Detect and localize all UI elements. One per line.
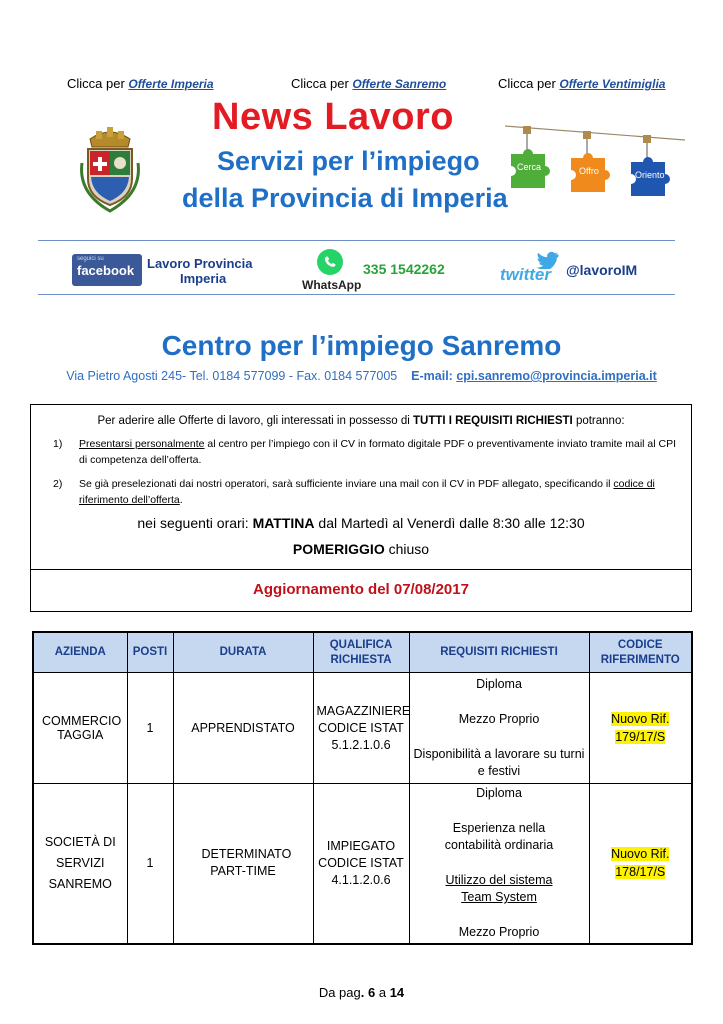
offerte-ventimiglia-link[interactable]: Offerte Ventimiglia [559, 77, 666, 91]
facebook-small-text: seguici su [77, 256, 104, 262]
header-qualifica: QUALIFICA RICHIESTA [313, 632, 409, 673]
divider-top [38, 240, 675, 241]
cell-qualifica [313, 673, 409, 784]
orari-pomeriggio [31, 541, 691, 557]
link-offerte-ventimiglia[interactable] [498, 76, 665, 91]
requisito: Disponibilità a lavorare su turni e festivi [413, 747, 585, 778]
cell-codice [589, 784, 692, 944]
aggiornamento-date: Aggiornamento del 07/08/2017 [253, 581, 469, 598]
requisito: Esperienza nella contabilità ordinaria [444, 821, 554, 853]
province-crest-icon [78, 123, 142, 213]
cell-codice [589, 673, 692, 784]
pomeriggio-text: chiuso [384, 541, 430, 557]
twitter-handle[interactable]: @lavoroIM [566, 262, 638, 278]
item1-underlined: Presentarsi personalmente [79, 438, 205, 450]
news-lavoro-title: News Lavoro [212, 96, 455, 138]
codice-label: Nuovo Rif. [611, 712, 670, 726]
requisito: Mezzo Proprio [458, 712, 540, 726]
header-posti: POSTI [127, 632, 173, 673]
requisito: Diploma [476, 786, 522, 801]
whatsapp-icon[interactable] [316, 248, 344, 276]
puzzle-label-cerca: Cerca [517, 162, 542, 172]
cell-posti: 1 [127, 673, 173, 784]
email-link[interactable]: cpi.sanremo@provincia.imperia.it [456, 369, 657, 383]
codice-label: Nuovo Rif. [611, 847, 670, 862]
page-footer: Da pag. 6 a 14 [318, 985, 405, 1000]
item-number: 1) [53, 438, 63, 450]
orari-mattina [31, 515, 691, 531]
qualifica-line: IMPIEGATO [326, 838, 396, 853]
table-row [33, 784, 692, 944]
cell-azienda: COMMERCIO TAGGIA [33, 673, 127, 784]
divider-bottom [38, 294, 675, 295]
twitter-word: twitter [500, 265, 551, 284]
banner-subtitle-2: della Provincia di Imperia [182, 183, 508, 213]
item2-text: Se già preselezionati dai nostri operatori, sarà sufficiente inviare una mail con il CV in PDF allegato, specificando il [79, 478, 614, 490]
centro-address: Via Pietro Agosti 245- Tel. 0184 577099 - Fax. 0184 577005 [66, 369, 398, 383]
facebook-label-line2: Imperia [180, 271, 227, 286]
header-codice: CODICE RIFERIMENTO [589, 632, 692, 673]
offers-table [32, 631, 693, 945]
whatsapp-word: WhatsApp [302, 278, 362, 292]
cell-durata: APPRENDISTATO [173, 673, 313, 784]
cell-posti: 1 [127, 784, 173, 944]
facebook-logo-icon[interactable] [72, 254, 142, 286]
item2-end: . [179, 494, 183, 506]
puzzle-label-offro: Offro [579, 166, 599, 176]
footer-total: 14 [389, 985, 405, 1000]
email-label: E-mail: [411, 369, 453, 383]
intro-bold: TUTTI I REQUISITI RICHIESTI [413, 415, 573, 427]
footer-page: 6 [367, 985, 376, 1000]
requisito: Mezzo Proprio [458, 925, 540, 940]
orari-prefix: nei seguenti orari: [137, 515, 253, 531]
orari-text: dal Martedì al Venerdì dalle 8:30 alle 12:30 [314, 515, 585, 531]
cell-requisiti [409, 784, 589, 944]
banner-subtitle-1: Servizi per l’impiego [217, 146, 480, 176]
info-intro [31, 415, 691, 427]
cell-durata: DETERMINATO PART-TIME [173, 784, 313, 944]
centro-title: Centro per l’impiego Sanremo [161, 330, 562, 361]
footer-prefix: Da pag [318, 985, 361, 1000]
offerte-sanremo-link[interactable]: Offerte Sanremo [352, 77, 447, 91]
link-offerte-sanremo[interactable] [291, 76, 446, 91]
info-box [30, 404, 692, 612]
requisito: Diploma [476, 677, 522, 691]
item2-underlined: codice di riferimento dell’offerta [79, 478, 655, 506]
intro-end: potranno: [572, 415, 625, 427]
cell-qualifica [313, 784, 409, 944]
table-row [33, 673, 692, 784]
cell-azienda: SOCIETÀ DI SERVIZI SANREMO [33, 784, 127, 944]
centro-address-line [0, 369, 723, 383]
header-durata: DURATA [173, 632, 313, 673]
table-header-row [33, 632, 692, 673]
footer-mid: a [378, 985, 387, 1000]
header-requisiti: REQUISITI RICHIESTI [409, 632, 589, 673]
codice-value: 178/17/S [615, 865, 666, 880]
qualifica-line: CODICE ISTAT [318, 720, 404, 735]
facebook-word: facebook [77, 263, 135, 278]
link-prefix: Clicca per [498, 76, 556, 91]
link-offerte-imperia[interactable] [67, 76, 214, 91]
link-prefix: Clicca per [291, 76, 349, 91]
header-azienda: AZIENDA [33, 632, 127, 673]
facebook-label-line1: Lavoro Provincia [147, 256, 253, 271]
requisito: Utilizzo del sistema Team System [445, 873, 553, 905]
link-prefix: Clicca per [67, 76, 125, 91]
puzzle-label-oriento: Oriento [635, 170, 665, 180]
info-separator [31, 569, 691, 570]
cell-requisiti [409, 673, 589, 784]
item-number: 2) [53, 478, 63, 490]
qualifica-line: 5.1.2.1.0.6 [331, 737, 391, 752]
item1-text: al centro per l’impiego con il CV in formato digitale PDF o preventivamente inviato tramite mail al CPI di competenza dell’offerta. [79, 438, 677, 466]
qualifica-line: 4.1.1.2.0.6 [331, 872, 391, 887]
pomeriggio-bold: POMERIGGIO [292, 541, 385, 557]
orari-bold: MATTINA [252, 515, 315, 531]
whatsapp-phone[interactable]: 335 1542262 [363, 261, 445, 277]
codice-value: 179/17/S [615, 730, 666, 744]
qualifica-line: MAGAZZINIERE [316, 703, 411, 718]
qualifica-line: CODICE ISTAT [318, 855, 404, 870]
offerte-imperia-link[interactable]: Offerte Imperia [128, 77, 214, 91]
intro-text: Per aderire alle Offerte di lavoro, gli interessati in possesso di [97, 415, 414, 427]
puzzle-pieces-icon [505, 120, 685, 210]
